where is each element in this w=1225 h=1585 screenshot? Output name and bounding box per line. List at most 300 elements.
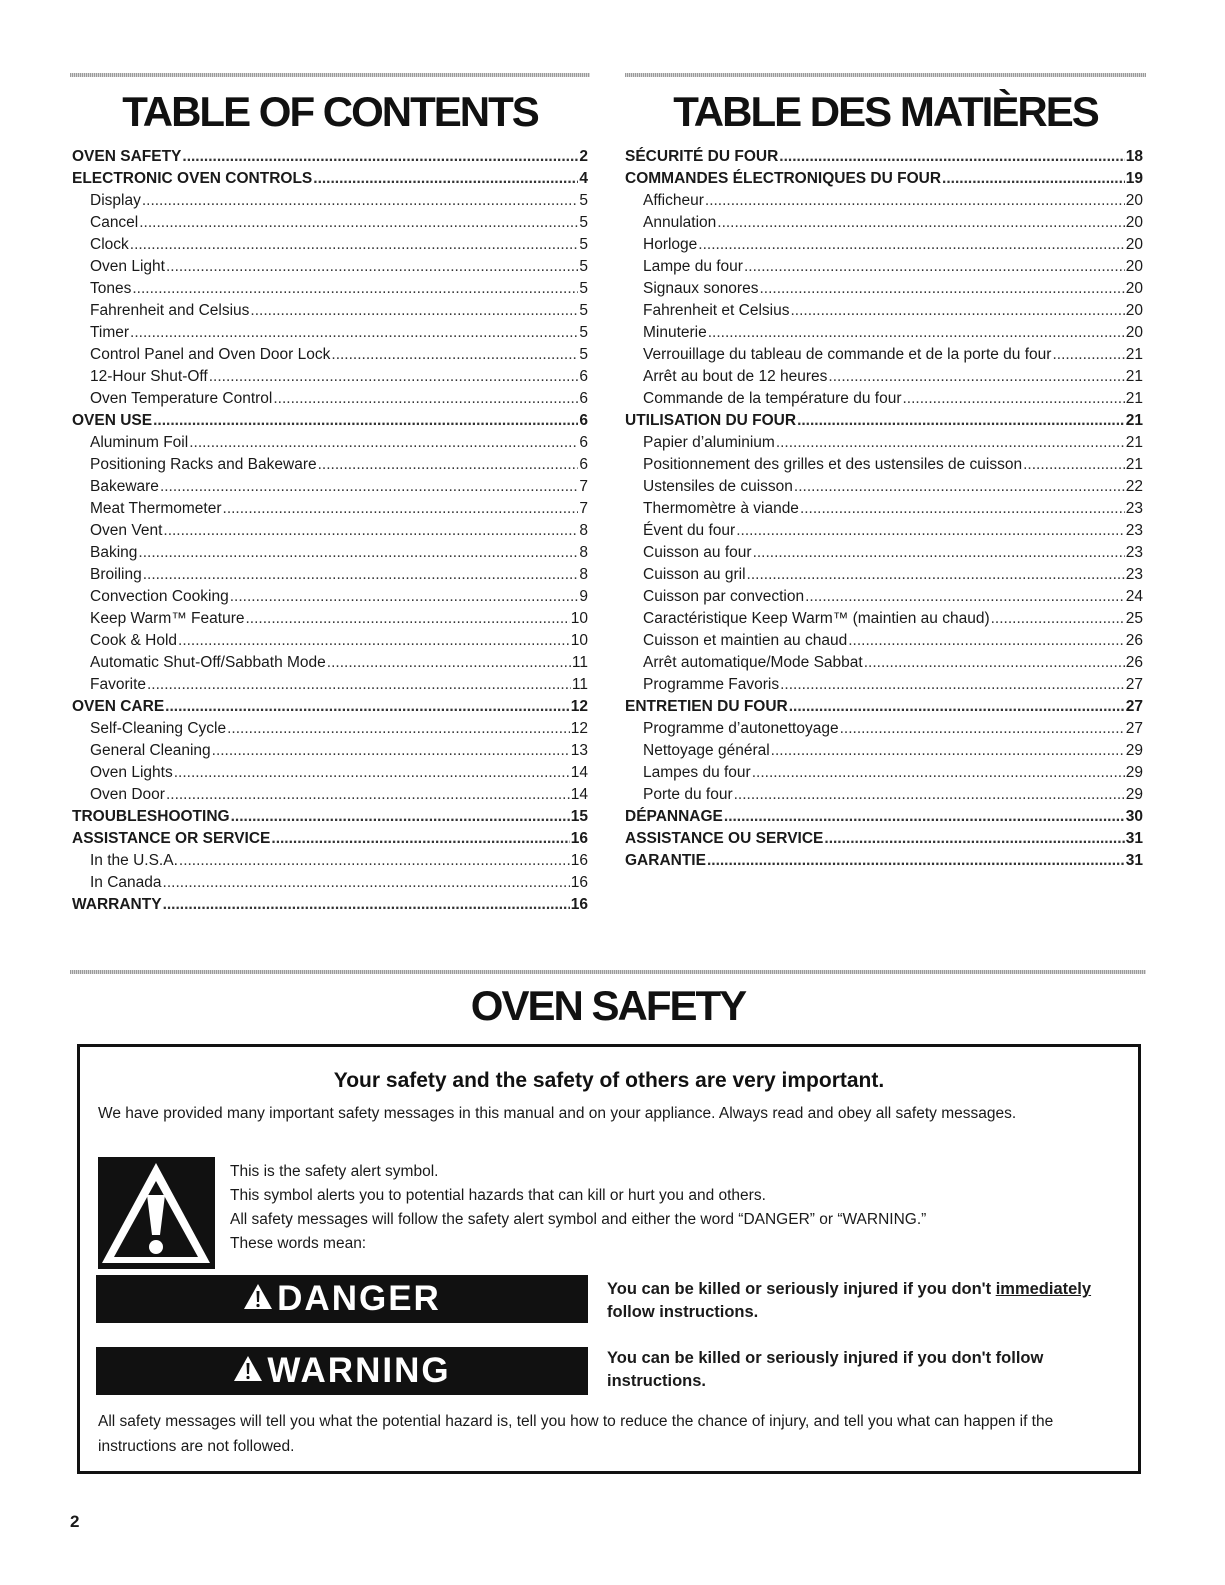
- toc-entry-label: Programme d’autonettoyage: [643, 720, 839, 737]
- toc-entry-label: COMMANDES ÉLECTRONIQUES DU FOUR: [625, 170, 942, 187]
- alert-line: This is the safety alert symbol.: [230, 1163, 439, 1180]
- danger-banner: [96, 1275, 588, 1323]
- toc-entry-label: Évent du four: [643, 522, 736, 539]
- toc-leader-dots: [991, 608, 1125, 630]
- toc-entry-label: Oven Lights: [90, 764, 173, 781]
- toc-entry: [625, 454, 1143, 476]
- toc-entry: [72, 168, 588, 190]
- toc-entry-label: Signaux sonores: [643, 280, 759, 297]
- toc-title-en: TABLE OF CONTENTS: [122, 88, 538, 135]
- toc-leader-dots: [708, 322, 1125, 344]
- toc-entry-page: 5: [579, 324, 588, 341]
- toc-entry-page: 21: [1125, 434, 1143, 451]
- toc-leader-dots: [209, 366, 579, 388]
- toc-entry: [72, 278, 588, 300]
- toc-entry-label: Oven Door: [90, 786, 165, 803]
- toc-entry-page: 15: [570, 808, 588, 825]
- toc-entry: [625, 784, 1143, 806]
- toc-entry: [72, 872, 588, 894]
- toc-entry-page: 22: [1125, 478, 1143, 495]
- toc-entry-page: 27: [1125, 676, 1143, 693]
- toc-leader-dots: [182, 146, 578, 168]
- toc-entry-label: Keep Warm™ Feature: [90, 610, 245, 627]
- toc-entry-page: 21: [1125, 346, 1143, 363]
- toc-entry-label: Thermomètre à viande: [643, 500, 799, 517]
- toc-entry-page: 5: [579, 192, 588, 209]
- toc-entry-label: Control Panel and Oven Door Lock: [90, 346, 331, 363]
- toc-leader-dots: [747, 564, 1125, 586]
- toc-entry-page: 25: [1125, 610, 1143, 627]
- toc-entry-page: 14: [570, 764, 588, 781]
- toc-leader-dots: [1052, 344, 1124, 366]
- toc-entry: [72, 146, 588, 168]
- toc-leader-dots: [776, 432, 1125, 454]
- toc-entry-page: 12: [570, 698, 588, 715]
- toc-entry-label: Oven Vent: [90, 522, 163, 539]
- toc-entry-page: 24: [1125, 588, 1143, 605]
- toc-entry: [625, 410, 1143, 432]
- toc-entry-label: Verrouillage du tableau de commande et de la porte du four: [643, 346, 1052, 363]
- toc-entry: [625, 366, 1143, 388]
- toc-entry-page: 21: [1125, 390, 1143, 407]
- section-title: OVEN SAFETY: [470, 982, 746, 1029]
- toc-entry-label: ENTRETIEN DU FOUR: [625, 698, 788, 715]
- toc-leader-dots: [138, 542, 578, 564]
- toc-entry: [72, 806, 588, 828]
- toc-entry: [72, 520, 588, 542]
- toc-entry-label: Self-Cleaning Cycle: [90, 720, 227, 737]
- toc-entry-label: Arrêt au bout de 12 heures: [643, 368, 828, 385]
- toc-leader-dots: [724, 806, 1125, 828]
- toc-leader-dots: [789, 696, 1125, 718]
- toc-entry-page: 5: [579, 236, 588, 253]
- toc-leader-dots: [902, 388, 1124, 410]
- toc-entry-label: Positionnement des grilles et des ustensiles de cuisson: [643, 456, 1023, 473]
- toc-entry-page: 23: [1125, 500, 1143, 517]
- toc-leader-dots: [231, 806, 570, 828]
- toc-entry-page: 18: [1125, 148, 1143, 165]
- toc-entry-label: Papier d’aluminium: [643, 434, 775, 451]
- toc-entry-page: 11: [571, 676, 588, 693]
- toc-leader-dots: [790, 300, 1124, 322]
- toc-entry: [625, 344, 1143, 366]
- toc-entry: [625, 146, 1143, 168]
- toc-entry-label: Bakeware: [90, 478, 159, 495]
- toc-entry: [72, 432, 588, 454]
- toc-entry-page: 2: [579, 148, 588, 165]
- toc-entry: [72, 542, 588, 564]
- toc-entry-label: Ustensiles de cuisson: [643, 478, 793, 495]
- toc-entry: [625, 476, 1143, 498]
- toc-entry-page: 20: [1125, 302, 1143, 319]
- toc-leader-dots: [800, 498, 1125, 520]
- toc-entry-page: 27: [1125, 698, 1143, 715]
- toc-entry-label: Oven Temperature Control: [90, 390, 273, 407]
- toc-leader-dots: [153, 410, 578, 432]
- toc-entry: [72, 784, 588, 806]
- toc-entry: [625, 762, 1143, 784]
- toc-leader-dots: [130, 234, 579, 256]
- toc-entry-page: 6: [579, 456, 588, 473]
- toc-entry: [625, 212, 1143, 234]
- danger-label: DANGER: [277, 1279, 441, 1318]
- toc-entry-page: 30: [1125, 808, 1143, 825]
- toc-entry-page: 8: [579, 522, 588, 539]
- toc-entry: [625, 652, 1143, 674]
- toc-leader-dots: [753, 542, 1125, 564]
- toc-leader-dots: [245, 608, 569, 630]
- toc-entry-page: 4: [579, 170, 588, 187]
- toc-leader-dots: [165, 696, 570, 718]
- toc-entry-label: Aluminum Foil: [90, 434, 189, 451]
- toc-entry-page: 23: [1125, 522, 1143, 539]
- toc-entry-label: SÉCURITÉ DU FOUR: [625, 148, 779, 165]
- toc-entry-page: 29: [1125, 742, 1143, 759]
- toc-entry-page: 10: [570, 610, 588, 627]
- toc-entry: [625, 300, 1143, 322]
- toc-entry-label: Cuisson au gril: [643, 566, 746, 583]
- toc-entry-label: Timer: [90, 324, 130, 341]
- toc-entry-page: 31: [1125, 830, 1143, 847]
- toc-leader-dots: [313, 168, 578, 190]
- toc-leader-dots: [132, 278, 578, 300]
- toc-entry-label: Meat Thermometer: [90, 500, 222, 517]
- toc-entry-page: 21: [1125, 456, 1143, 473]
- toc-entry: [72, 366, 588, 388]
- toc-entry-label: Porte du four: [643, 786, 733, 803]
- toc-leader-dots: [142, 190, 579, 212]
- toc-entry: [72, 454, 588, 476]
- toc-entry: [625, 498, 1143, 520]
- warning-triangle-icon: [243, 1279, 273, 1319]
- toc-leader-dots: [805, 586, 1125, 608]
- toc-entry-page: 26: [1125, 654, 1143, 671]
- toc-entry: [72, 894, 588, 916]
- toc-entry: [625, 520, 1143, 542]
- toc-entry-page: 6: [579, 368, 588, 385]
- toc-entry-label: Lampe du four: [643, 258, 743, 275]
- toc-entry-page: 20: [1125, 214, 1143, 231]
- toc-entry-page: 26: [1125, 632, 1143, 649]
- toc-entry: [72, 652, 588, 674]
- toc-entry: [625, 322, 1143, 344]
- toc-leader-dots: [318, 454, 579, 476]
- toc-entry: [625, 828, 1143, 850]
- toc-entry-page: 27: [1125, 720, 1143, 737]
- toc-entry-page: 5: [579, 258, 588, 275]
- toc-entry: [72, 498, 588, 520]
- toc-entry: [625, 718, 1143, 740]
- toc-entry-page: 21: [1125, 412, 1143, 429]
- toc-entry-page: 7: [579, 500, 588, 517]
- toc-leader-dots: [752, 762, 1125, 784]
- warning-banner: [96, 1347, 588, 1395]
- toc-entry-label: Automatic Shut-Off/Sabbath Mode: [90, 654, 326, 671]
- toc-entry-label: Annulation: [643, 214, 717, 231]
- toc-entry-page: 5: [579, 302, 588, 319]
- toc-leader-dots: [174, 762, 570, 784]
- top-divider-left: [70, 73, 590, 77]
- toc-entry-page: 20: [1125, 236, 1143, 253]
- safety-heading: Your safety and the safety of others are very important.: [333, 1069, 885, 1092]
- toc-entry: [72, 828, 588, 850]
- toc-leader-dots: [779, 146, 1124, 168]
- toc-entry-label: Broiling: [90, 566, 142, 583]
- toc-entry: [72, 256, 588, 278]
- toc-entry-page: 16: [570, 874, 588, 891]
- toc-leader-dots: [840, 718, 1125, 740]
- toc-entry: [72, 850, 588, 872]
- alert-line: This symbol alerts you to potential hazards that can kill or hurt you and others.: [230, 1187, 766, 1204]
- toc-entry-label: OVEN CARE: [72, 698, 165, 715]
- warning-label: WARNING: [267, 1351, 451, 1390]
- toc-entry-page: 6: [579, 390, 588, 407]
- toc-entry: [625, 806, 1143, 828]
- toc-entry-page: 20: [1125, 192, 1143, 209]
- toc-entry: [72, 190, 588, 212]
- toc-entry: [72, 388, 588, 410]
- toc-leader-dots: [736, 520, 1125, 542]
- toc-entry: [625, 696, 1143, 718]
- toc-entry: [72, 762, 588, 784]
- toc-leader-dots: [250, 300, 578, 322]
- toc-leader-dots: [744, 256, 1125, 278]
- toc-entry-label: 12-Hour Shut-Off: [90, 368, 208, 385]
- toc-entry-page: 20: [1125, 280, 1143, 297]
- toc-leader-dots: [705, 190, 1125, 212]
- toc-entry: [72, 608, 588, 630]
- toc-entry-label: ELECTRONIC OVEN CONTROLS: [72, 170, 313, 187]
- toc-entry-page: 8: [579, 544, 588, 561]
- toc-entry-label: OVEN USE: [72, 412, 153, 429]
- toc-list-fr: [625, 146, 1143, 872]
- toc-leader-dots: [771, 740, 1125, 762]
- toc-entry-label: Display: [90, 192, 141, 209]
- toc-entry-page: 9: [579, 588, 588, 605]
- toc-entry: [72, 322, 588, 344]
- toc-entry: [72, 476, 588, 498]
- toc-entry: [625, 432, 1143, 454]
- toc-leader-dots: [139, 212, 578, 234]
- toc-entry-label: Fahrenheit et Celsius: [643, 302, 790, 319]
- toc-leader-dots: [331, 344, 578, 366]
- toc-entry-label: In the U.S.A.: [90, 852, 178, 869]
- toc-leader-dots: [166, 784, 570, 806]
- toc-leader-dots: [271, 828, 569, 850]
- top-divider-right: [625, 73, 1146, 77]
- toc-entry-label: ASSISTANCE OU SERVICE: [625, 830, 824, 847]
- toc-entry-page: 5: [579, 280, 588, 297]
- toc-title-fr: TABLE DES MATIÈRES: [673, 88, 1098, 135]
- toc-entry-page: 10: [570, 632, 588, 649]
- toc-leader-dots: [734, 784, 1125, 806]
- toc-leader-dots: [227, 718, 570, 740]
- toc-leader-dots: [160, 476, 578, 498]
- toc-entry-label: General Cleaning: [90, 742, 211, 759]
- toc-entry-label: Clock: [90, 236, 129, 253]
- toc-entry-label: Fahrenheit and Celsius: [90, 302, 250, 319]
- toc-entry: [625, 542, 1143, 564]
- toc-entry-label: Cancel: [90, 214, 139, 231]
- toc-entry-label: Programme Favoris: [643, 676, 780, 693]
- toc-entry-page: 16: [570, 896, 588, 913]
- toc-leader-dots: [189, 432, 578, 454]
- page-number: 2: [70, 1512, 80, 1531]
- toc-entry-label: Cuisson et maintien au chaud: [643, 632, 848, 649]
- toc-leader-dots: [327, 652, 571, 674]
- toc-leader-dots: [707, 850, 1125, 872]
- toc-leader-dots: [780, 674, 1125, 696]
- toc-entry: [72, 630, 588, 652]
- toc-entry-label: Oven Light: [90, 258, 165, 275]
- toc-entry: [625, 850, 1143, 872]
- toc-entry-page: 16: [570, 852, 588, 869]
- toc-entry-label: UTILISATION DU FOUR: [625, 412, 797, 429]
- toc-entry-page: 20: [1125, 258, 1143, 275]
- section-divider: [70, 970, 1146, 974]
- toc-entry: [72, 410, 588, 432]
- safety-closing: All safety messages will tell you what the potential hazard is, tell you how to reduce the chance of injury, and tell you what can happen if the instructions are not followed.: [98, 1413, 1054, 1455]
- toc-entry-page: 31: [1125, 852, 1143, 869]
- toc-entry-page: 23: [1125, 544, 1143, 561]
- toc-leader-dots: [942, 168, 1125, 190]
- toc-leader-dots: [178, 630, 570, 652]
- toc-leader-dots: [166, 256, 578, 278]
- toc-entry-page: 20: [1125, 324, 1143, 341]
- toc-leader-dots: [147, 674, 571, 696]
- toc-entry-page: 5: [579, 214, 588, 231]
- toc-entry-label: Lampes du four: [643, 764, 751, 781]
- safety-alert-icon: [98, 1157, 215, 1269]
- toc-entry: [72, 674, 588, 696]
- toc-leader-dots: [223, 498, 579, 520]
- toc-entry-page: 23: [1125, 566, 1143, 583]
- toc-leader-dots: [759, 278, 1124, 300]
- danger-description: [607, 1278, 1127, 1324]
- toc-leader-dots: [143, 564, 579, 586]
- toc-entry: [625, 564, 1143, 586]
- toc-entry-label: Convection Cooking: [90, 588, 229, 605]
- toc-entry-label: Caractéristique Keep Warm™ (maintien au chaud): [643, 610, 990, 627]
- toc-entry: [72, 564, 588, 586]
- toc-entry-label: Commande de la température du four: [643, 390, 902, 407]
- toc-entry-label: Arrêt automatique/Mode Sabbat: [643, 654, 863, 671]
- safety-intro: We have provided many important safety messages in this manual and on your appliance. Always read and obey all safety messages.: [98, 1105, 1017, 1122]
- toc-leader-dots: [163, 872, 570, 894]
- toc-leader-dots: [848, 630, 1125, 652]
- toc-entry-label: Cuisson au four: [643, 544, 752, 561]
- toc-entry-page: 8: [579, 566, 588, 583]
- toc-entry-label: Cuisson par convection: [643, 588, 805, 605]
- toc-entry-page: 11: [571, 654, 588, 671]
- toc-entry: [625, 168, 1143, 190]
- toc-entry: [625, 608, 1143, 630]
- toc-entry-label: WARRANTY: [72, 896, 162, 913]
- toc-leader-dots: [163, 894, 570, 916]
- toc-entry-label: Favorite: [90, 676, 146, 693]
- toc-entry: [72, 696, 588, 718]
- toc-leader-dots: [794, 476, 1125, 498]
- toc-entry: [625, 674, 1143, 696]
- toc-entry: [625, 256, 1143, 278]
- toc-entry-page: 29: [1125, 786, 1143, 803]
- toc-entry-page: 19: [1125, 170, 1143, 187]
- alert-explanation: [230, 1160, 1110, 1256]
- toc-leader-dots: [230, 586, 579, 608]
- toc-entry-page: 21: [1125, 368, 1143, 385]
- toc-leader-dots: [273, 388, 578, 410]
- toc-entry: [72, 212, 588, 234]
- alert-line: All safety messages will follow the safety alert symbol and either the word “DANGER” or “WARNING.”: [230, 1211, 927, 1228]
- toc-entry-label: Horloge: [643, 236, 698, 253]
- warning-triangle-icon: [233, 1351, 263, 1391]
- toc-leader-dots: [828, 366, 1124, 388]
- toc-entry: [72, 718, 588, 740]
- toc-entry: [625, 388, 1143, 410]
- danger-text-emphasis: immediately: [995, 1280, 1092, 1298]
- toc-entry: [72, 344, 588, 366]
- toc-leader-dots: [797, 410, 1125, 432]
- toc-entry-label: Nettoyage général: [643, 742, 770, 759]
- toc-leader-dots: [698, 234, 1124, 256]
- toc-leader-dots: [179, 850, 570, 872]
- toc-entry-page: 12: [570, 720, 588, 737]
- toc-entry: [625, 630, 1143, 652]
- toc-entry-label: In Canada: [90, 874, 162, 891]
- warning-description: You can be killed or seriously injured if you don't follow instructions.: [607, 1349, 1044, 1390]
- toc-leader-dots: [864, 652, 1125, 674]
- toc-entry: [72, 300, 588, 322]
- toc-leader-dots: [824, 828, 1124, 850]
- alert-line: These words mean:: [230, 1235, 367, 1252]
- toc-entry-page: 29: [1125, 764, 1143, 781]
- toc-entry-label: Cook & Hold: [90, 632, 178, 649]
- toc-entry-label: Tones: [90, 280, 132, 297]
- toc-leader-dots: [212, 740, 570, 762]
- toc-entry-label: DÉPANNAGE: [625, 808, 723, 825]
- toc-entry-page: 14: [570, 786, 588, 803]
- toc-entry: [625, 234, 1143, 256]
- toc-leader-dots: [163, 520, 578, 542]
- toc-entry-page: 5: [579, 346, 588, 363]
- toc-entry-label: Afficheur: [643, 192, 704, 209]
- toc-entry-page: 13: [570, 742, 588, 759]
- toc-entry-label: Minuterie: [643, 324, 707, 341]
- toc-entry: [72, 586, 588, 608]
- toc-entry-label: TROUBLESHOOTING: [72, 808, 230, 825]
- toc-leader-dots: [1023, 454, 1125, 476]
- danger-text-part: You can be killed or seriously injured if you don't: [607, 1280, 996, 1298]
- danger-text-part: follow instructions.: [607, 1303, 759, 1321]
- toc-leader-dots: [717, 212, 1124, 234]
- toc-entry-label: ASSISTANCE OR SERVICE: [72, 830, 271, 847]
- toc-leader-dots: [130, 322, 578, 344]
- toc-entry-page: 7: [579, 478, 588, 495]
- toc-entry-page: 16: [570, 830, 588, 847]
- toc-entry-label: OVEN SAFETY: [72, 148, 182, 165]
- toc-entry: [72, 234, 588, 256]
- toc-entry-page: 6: [579, 412, 588, 429]
- toc-entry-label: Positioning Racks and Bakeware: [90, 456, 317, 473]
- toc-entry-label: Baking: [90, 544, 138, 561]
- toc-entry-label: GARANTIE: [625, 852, 706, 869]
- toc-entry-page: 6: [579, 434, 588, 451]
- toc-entry: [625, 190, 1143, 212]
- toc-entry: [625, 740, 1143, 762]
- toc-list-en: [72, 146, 588, 916]
- toc-entry: [625, 586, 1143, 608]
- toc-entry: [72, 740, 588, 762]
